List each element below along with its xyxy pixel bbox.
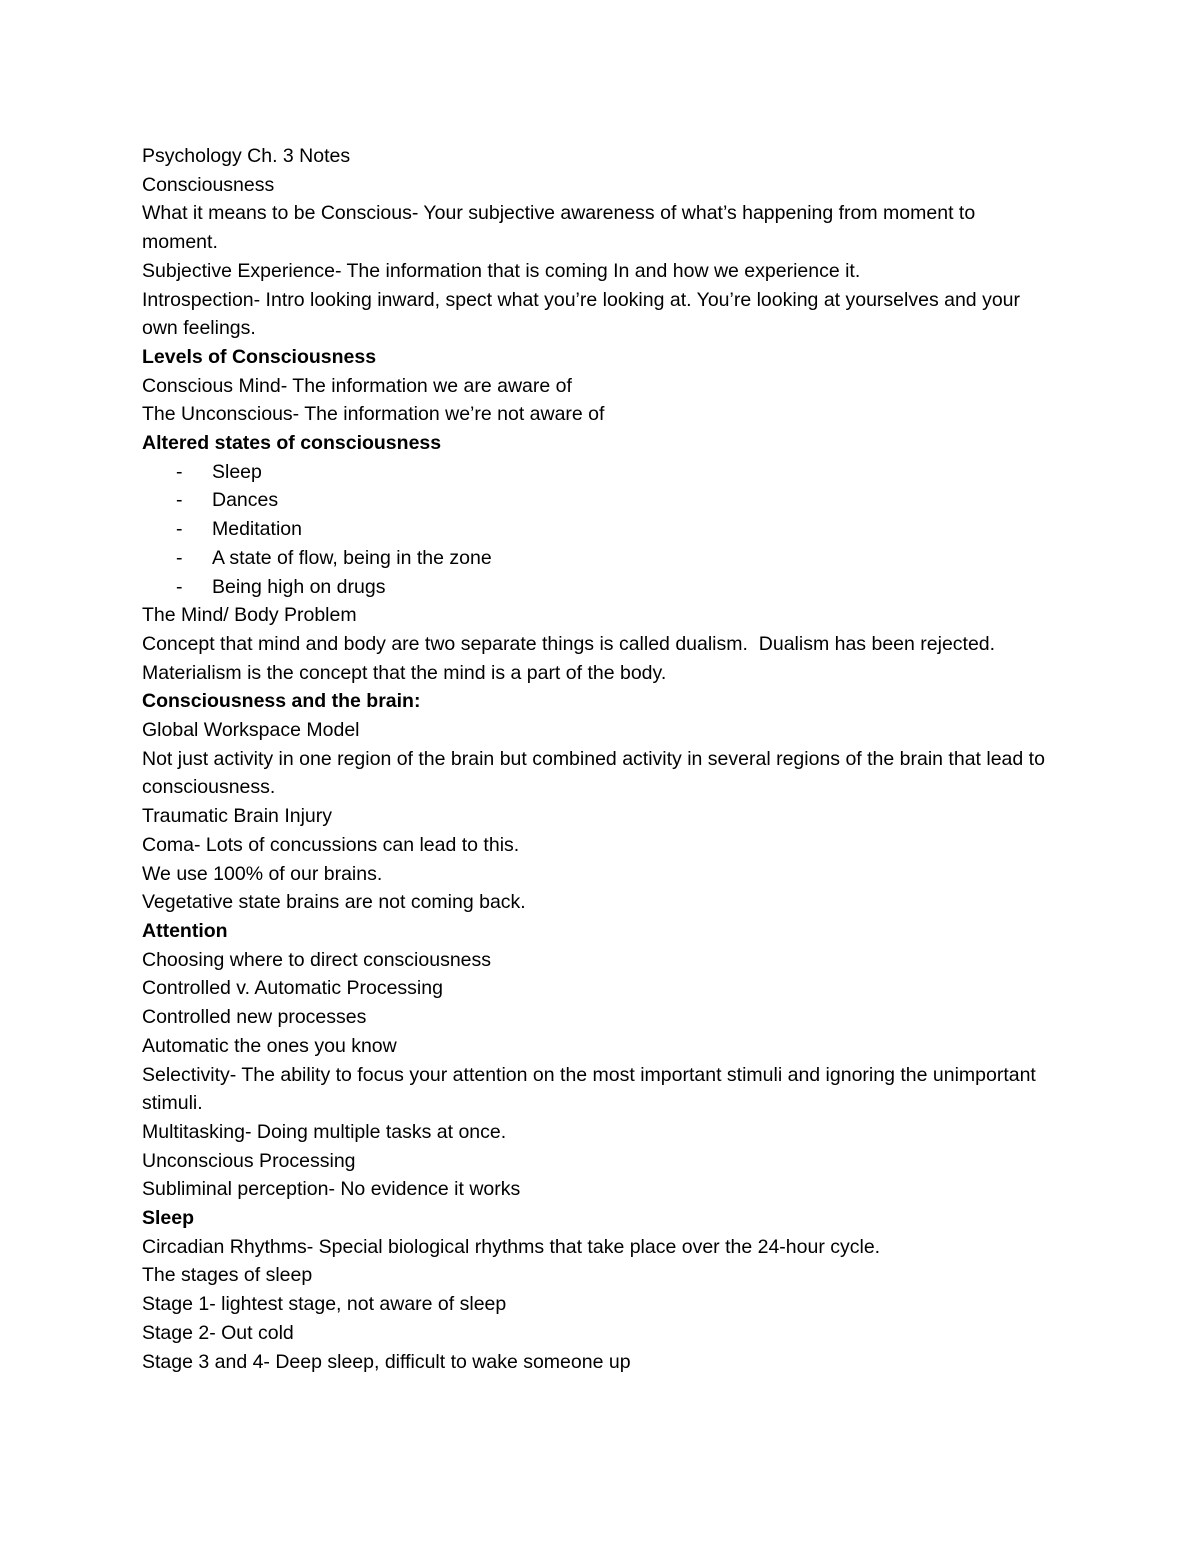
section-consciousness: Consciousness <box>142 173 275 196</box>
document-body <box>142 142 1052 1376</box>
list-item-text: A state of flow, being in the zone <box>212 546 492 569</box>
sleep-stage-3-4: Stage 3 and 4- Deep sleep, difficult to wake someone up <box>142 1350 631 1373</box>
conscious-definition: What it means to be Conscious- Your subjective awareness of what’s happening from moment to moment. <box>142 202 981 254</box>
hundred-percent-note: We use 100% of our brains. <box>142 862 383 885</box>
introspection-definition: Introspection- Intro looking inward, spect what you’re looking at. You’re looking at yourselves and your own feelings. <box>142 288 1026 340</box>
traumatic-brain-injury: Traumatic Brain Injury <box>142 805 333 828</box>
selectivity-definition: Selectivity- The ability to focus your attention on the most important stimuli and ignoring the unimportant stimuli. <box>142 1063 1042 1115</box>
altered-states-list <box>142 458 1052 602</box>
heading-attention: Attention <box>142 919 228 942</box>
list-item-text: Being high on drugs <box>212 575 386 598</box>
unconscious-processing: Unconscious Processing <box>142 1149 356 1172</box>
controlled-new-processes: Controlled new processes <box>142 1006 367 1029</box>
dualism-definition: Concept that mind and body are two separate things is called dualism. Dualism has been rejected. <box>142 632 996 655</box>
bullet-dash: - <box>176 518 183 541</box>
list-item <box>142 458 1052 487</box>
list-item-text: Meditation <box>212 518 302 541</box>
list-item-text: Sleep <box>212 460 262 483</box>
bullet-dash: - <box>176 546 183 569</box>
sleep-stage-1: Stage 1- lightest stage, not aware of sleep <box>142 1293 507 1316</box>
stages-of-sleep: The stages of sleep <box>142 1264 313 1287</box>
multitasking-definition: Multitasking- Doing multiple tasks at once. <box>142 1120 507 1143</box>
global-workspace-definition: Not just activity in one region of the brain but combined activity in several regions of the brain that lead to consciousness. <box>142 747 1051 799</box>
subjective-experience-definition: Subjective Experience- The information that is coming In and how we experience it. <box>142 259 861 282</box>
list-item <box>142 515 1052 544</box>
controlled-vs-automatic: Controlled v. Automatic Processing <box>142 977 443 1000</box>
choosing-note: Choosing where to direct consciousness <box>142 948 492 971</box>
heading-sleep: Sleep <box>142 1207 195 1230</box>
vegetative-state-note: Vegetative state brains are not coming back. <box>142 891 526 914</box>
unconscious-definition: The Unconscious- The information we’re not aware of <box>142 403 605 426</box>
bullet-dash: - <box>176 489 183 512</box>
conscious-mind-definition: Conscious Mind- The information we are aware of <box>142 374 572 397</box>
global-workspace-model: Global Workspace Model <box>142 719 360 742</box>
list-item-text: Dances <box>212 489 279 512</box>
automatic-known: Automatic the ones you know <box>142 1034 397 1057</box>
list-item <box>142 544 1052 573</box>
list-item <box>142 573 1052 602</box>
bullet-dash: - <box>176 460 183 483</box>
heading-levels-of-consciousness: Levels of Consciousness <box>142 345 377 368</box>
subliminal-perception: Subliminal perception- No evidence it works <box>142 1178 521 1201</box>
heading-consciousness-and-brain: Consciousness and the brain: <box>142 690 421 713</box>
circadian-rhythms: Circadian Rhythms- Special biological rhythms that take place over the 24-hour cycle. <box>142 1235 881 1258</box>
sleep-stage-2: Stage 2- Out cold <box>142 1321 294 1344</box>
heading-altered-states: Altered states of consciousness <box>142 432 442 455</box>
mind-body-problem: The Mind/ Body Problem <box>142 604 357 627</box>
list-item <box>142 486 1052 515</box>
bullet-dash: - <box>176 575 183 598</box>
materialism-definition: Materialism is the concept that the mind is a part of the body. <box>142 661 667 684</box>
document-title: Psychology Ch. 3 Notes <box>142 145 351 167</box>
coma-note: Coma- Lots of concussions can lead to this. <box>142 833 520 856</box>
